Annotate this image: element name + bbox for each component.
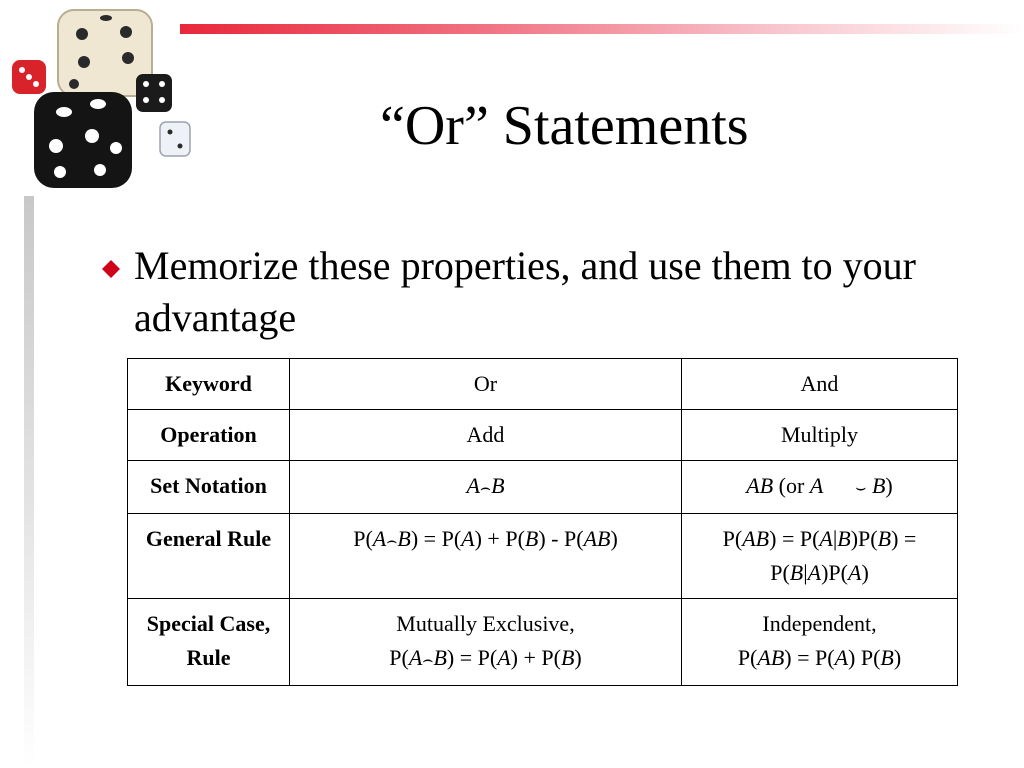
row-header-set-notation: Set Notation bbox=[128, 461, 290, 514]
properties-table bbox=[127, 358, 958, 686]
cell-and-keyword: And bbox=[682, 359, 958, 410]
or-special-label: Mutually Exclusive, bbox=[396, 611, 575, 636]
row-header-keyword: Keyword bbox=[128, 359, 290, 410]
dice-icon bbox=[0, 0, 200, 200]
cell-or-operation: Add bbox=[290, 410, 682, 461]
cell-or-set-notation: A⌢B bbox=[290, 461, 682, 514]
table-row bbox=[128, 514, 958, 599]
and-special-label: Independent, bbox=[762, 611, 877, 636]
table-row bbox=[128, 410, 958, 461]
cell-and-operation: Multiply bbox=[682, 410, 958, 461]
cell-or-general-rule: P(A⌢B) = P(A) + P(B) - P(AB) bbox=[290, 514, 682, 599]
bullet-text: Memorize these properties, and use them to your advantage bbox=[134, 243, 916, 340]
left-accent-bar bbox=[24, 196, 34, 768]
cell-and-special-case: Independent, P(AB) = P(A) P(B) bbox=[682, 599, 958, 686]
row-header-general-rule: General Rule bbox=[128, 514, 290, 599]
row-header-special-case: Special Case, Rule bbox=[128, 599, 290, 686]
cell-or-special-case: Mutually Exclusive, P(A⌢B) = P(A) + P(B) bbox=[290, 599, 682, 686]
row-header-operation: Operation bbox=[128, 410, 290, 461]
diamond-bullet-icon bbox=[100, 258, 122, 280]
table-row bbox=[128, 599, 958, 686]
table-row bbox=[128, 359, 958, 410]
top-accent-bar bbox=[180, 24, 1024, 34]
cell-or-keyword: Or bbox=[290, 359, 682, 410]
slide-title: “Or” Statements bbox=[380, 95, 749, 157]
cell-and-general-rule: P(AB) = P(A|B)P(B) = P(B|A)P(A) bbox=[682, 514, 958, 599]
cell-and-set-notation: AB (or A ⌣ B) bbox=[682, 461, 958, 514]
table-row bbox=[128, 461, 958, 514]
